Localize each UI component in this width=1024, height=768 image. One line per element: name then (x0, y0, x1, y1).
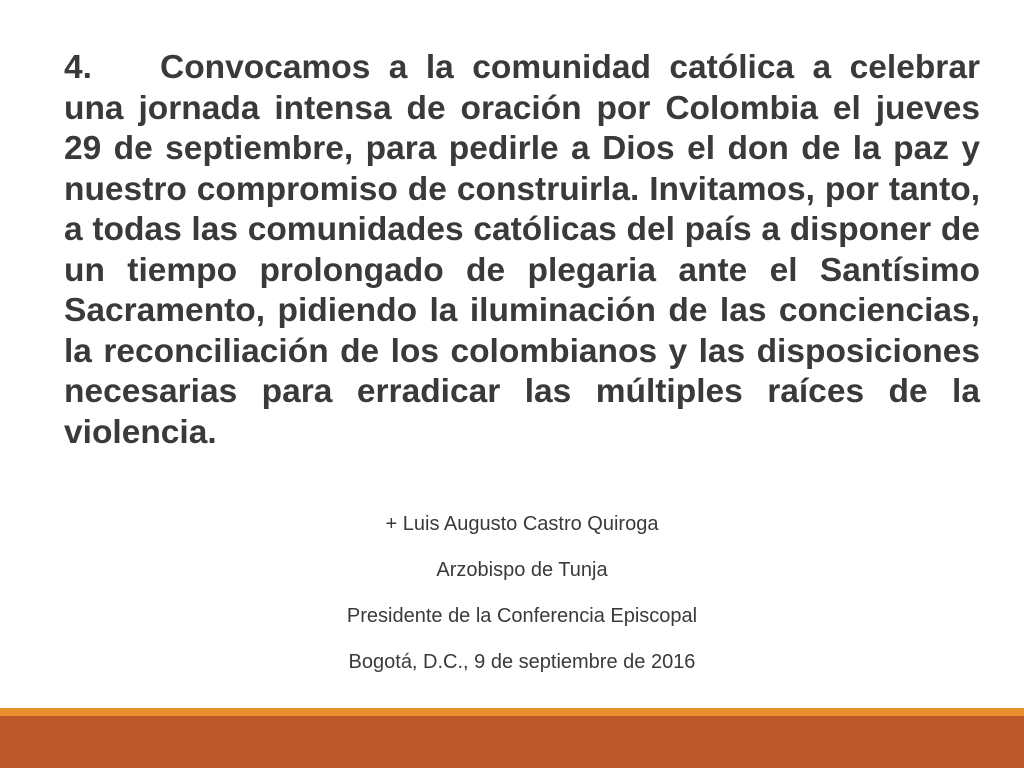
paragraph-text: Convocamos a la comunidad católica a celebrar una jornada intensa de oración por Colombia el jueves 29 de septiembre, para pedirle a Dios el don de la paz y nuestro compromiso de construirla. Invitamos, por tanto, a todas las comunidades católicas del país a disponer de un tiempo prolongado de plegaria ante el Santísimo Sacramento, pidiendo la iluminación de las conciencias, la reconciliación de los colombianos y las disposiciones necesarias para erradicar las múltiples raíces de la violencia. (64, 49, 980, 451)
signature-name: + Luis Augusto Castro Quiroga (385, 513, 659, 535)
signature-position: Presidente de la Conferencia Episcopal (346, 605, 698, 627)
signature-title: Arzobispo de Tunja (436, 559, 608, 581)
main-paragraph (64, 48, 980, 453)
accent-bar-thin (0, 708, 1024, 716)
signature-block (64, 506, 980, 690)
signature-place-date: Bogotá, D.C., 9 de septiembre de 2016 (348, 651, 696, 673)
accent-bar-thick (0, 716, 1024, 768)
paragraph-number: 4. (64, 49, 92, 86)
